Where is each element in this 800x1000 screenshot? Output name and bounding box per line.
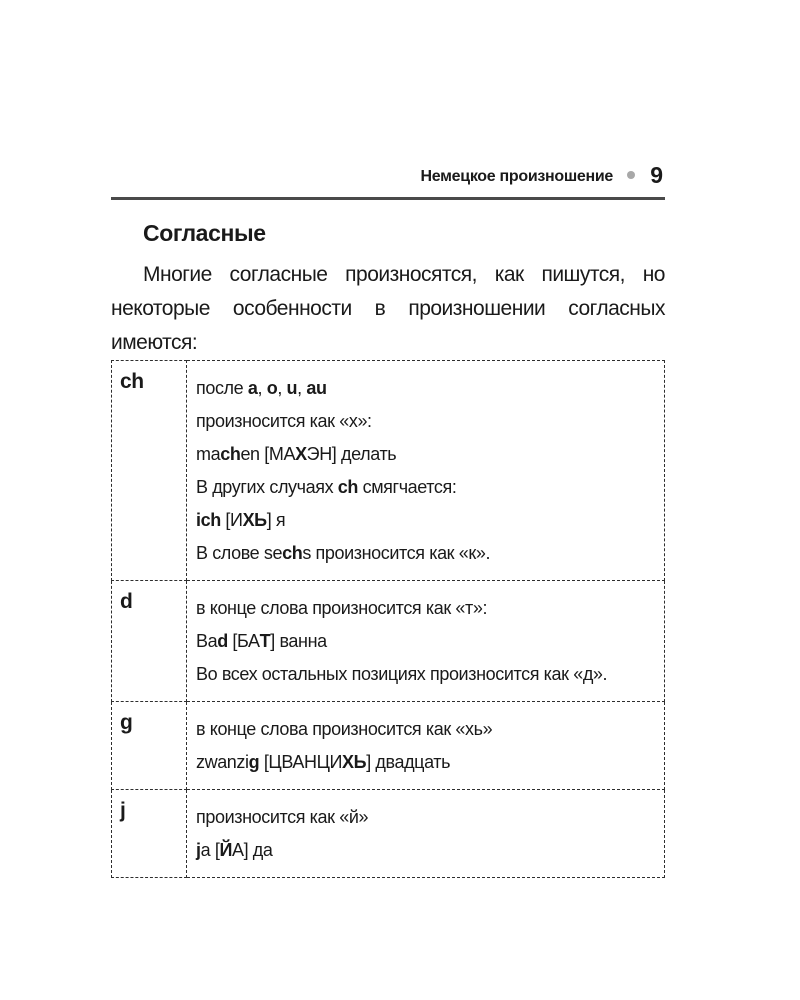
rule-text: [И [220, 510, 243, 530]
emphasized-text: Т [259, 631, 271, 651]
emphasized-text: o [266, 378, 278, 398]
rule-text: В слове se [196, 543, 283, 563]
bullet-dot-icon [627, 171, 635, 179]
rule-line [196, 438, 656, 471]
rule-text: ] я [266, 510, 286, 530]
emphasized-text: ch [337, 477, 358, 497]
rule-text: en [МА [240, 444, 296, 464]
rule-text: ЭН] делать [306, 444, 397, 464]
page-number: 9 [650, 162, 663, 188]
pronunciation-rule [187, 361, 665, 581]
rule-line [196, 372, 656, 405]
rule-text: В других случаях [196, 477, 338, 497]
rule-line [196, 504, 656, 537]
rule-text: , [257, 378, 267, 398]
rule-text: А] да [231, 840, 273, 860]
emphasized-text: d [217, 631, 228, 651]
rule-text: смягчается: [358, 477, 457, 497]
pronunciation-rule [187, 581, 665, 702]
emphasized-text: u [286, 378, 298, 398]
rule-line [196, 834, 656, 867]
emphasized-text: au [306, 378, 327, 398]
rule-line [196, 405, 656, 438]
rules-table-body [112, 361, 665, 878]
rule-text: a [ [200, 840, 220, 860]
running-header-title: Немецкое произношение [420, 168, 613, 185]
rule-text: ] ванна [270, 631, 327, 651]
consonant-letter: g [112, 702, 187, 790]
section-title: Согласные [143, 220, 266, 246]
emphasized-text: Х [295, 444, 307, 464]
rule-text: [ЦВАНЦИ [259, 752, 343, 772]
emphasized-text: ch [282, 543, 303, 563]
rule-line [196, 658, 656, 691]
consonant-letter: ch [112, 361, 187, 581]
rule-text: ] двадцать [366, 752, 451, 772]
rule-line [196, 801, 656, 834]
emphasized-text: ХЬ [242, 510, 267, 530]
rule-text: [БА [227, 631, 260, 651]
rule-text: ma [196, 444, 221, 464]
pronunciation-rule [187, 790, 665, 878]
emphasized-text: j [196, 840, 201, 860]
rule-text: Ba [196, 631, 218, 651]
rule-line [196, 625, 656, 658]
emphasized-text: a [247, 378, 258, 398]
rule-text: , [297, 378, 307, 398]
rule-line [196, 713, 656, 746]
rule-line [196, 537, 656, 570]
pronunciation-rule [187, 702, 665, 790]
emphasized-text: ich [196, 510, 221, 530]
emphasized-text: ch [220, 444, 241, 464]
running-header [111, 160, 665, 196]
rule-text: произносится как «й» [196, 807, 369, 827]
table-row [112, 581, 665, 702]
header-rule [111, 197, 665, 200]
consonant-letter: j [112, 790, 187, 878]
consonant-rules-table [111, 360, 665, 878]
rule-text: произносится как «х»: [196, 411, 372, 431]
table-row [112, 361, 665, 581]
emphasized-text: g [248, 752, 260, 772]
table-row [112, 702, 665, 790]
rule-line [196, 592, 656, 625]
rule-text: s произносится как «к». [302, 543, 491, 563]
rule-text: после [196, 378, 248, 398]
emphasized-text: ХЬ [342, 752, 367, 772]
rule-line [196, 746, 656, 779]
rule-text: Во всех остальных позициях произносится как «д». [196, 664, 608, 684]
rule-text: zwanzi [196, 752, 249, 772]
table-row [112, 790, 665, 878]
consonant-letter: d [112, 581, 187, 702]
intro-paragraph: Многие согласные произносятся, как пишутся, но некоторые особенности в произношении согласных имеются: [111, 263, 665, 354]
emphasized-text: Й [219, 840, 232, 860]
rule-line [196, 471, 656, 504]
rule-text: в конце слова произносится как «т»: [196, 598, 488, 618]
rule-text: , [277, 378, 287, 398]
rule-text: в конце слова произносится как «хь» [196, 719, 493, 739]
